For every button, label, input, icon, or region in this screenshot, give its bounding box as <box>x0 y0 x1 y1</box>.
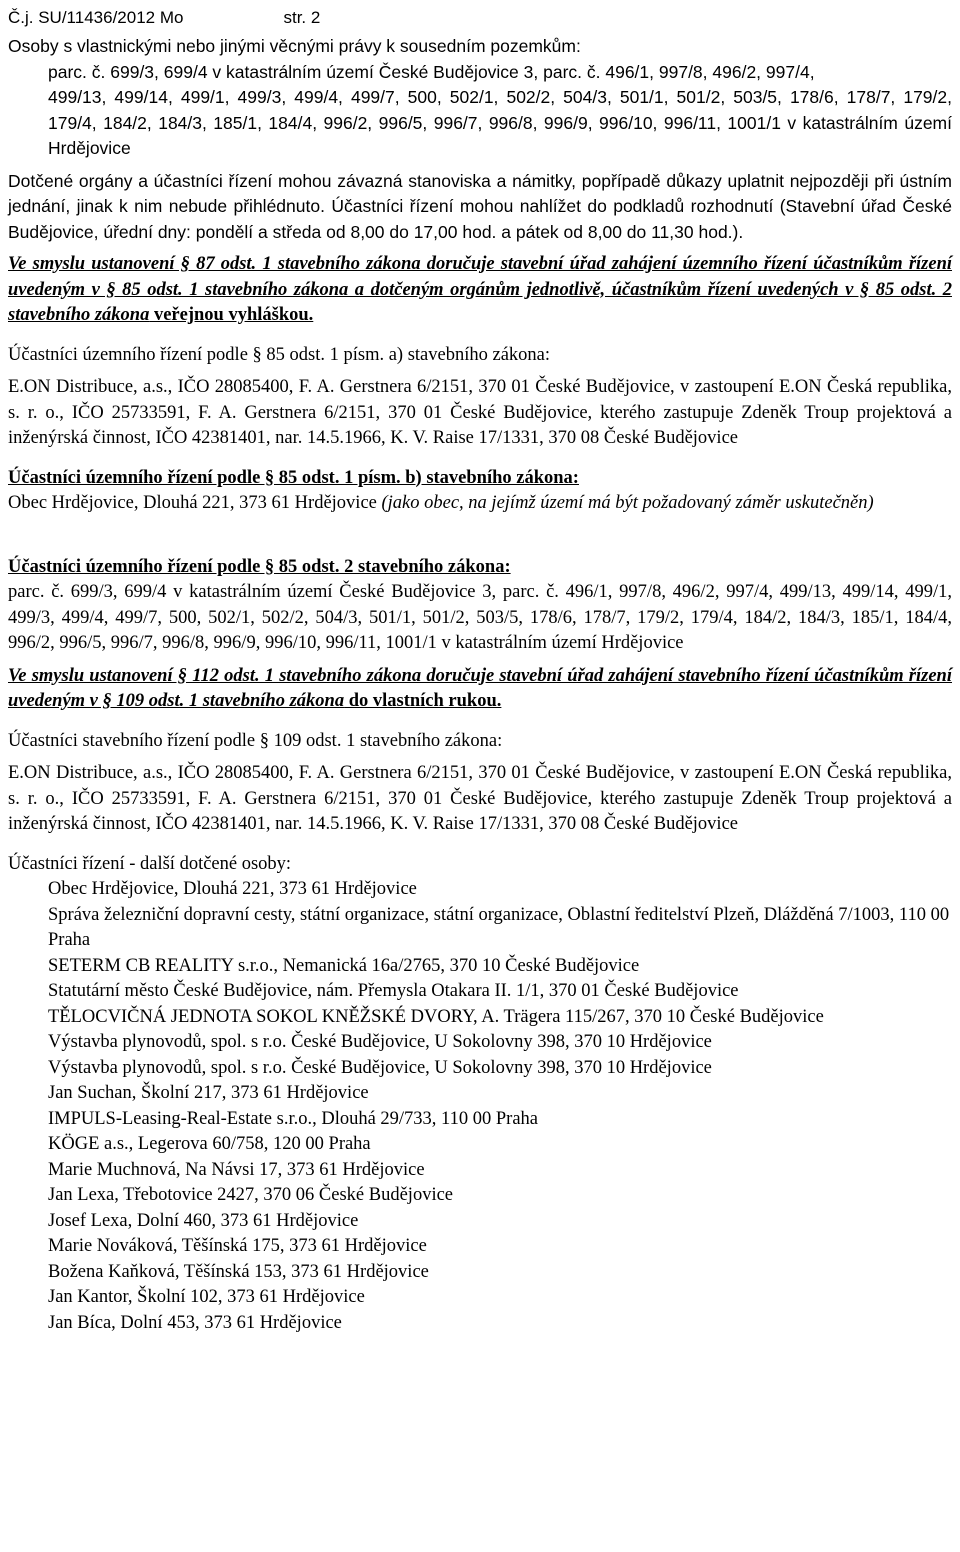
list-item: Josef Lexa, Dolní 460, 373 61 Hrdějovice <box>48 1210 359 1231</box>
list-item: IMPULS-Leasing-Real-Estate s.r.o., Dlouhá 29/733, 110 00 Praha <box>48 1108 538 1129</box>
list-item: TĚLOCVIČNÁ JEDNOTA SOKOL KNĚŽSKÉ DVORY, A. Trägera 115/267, 370 10 České Budějovice <box>48 1006 824 1027</box>
delivery-notice-1-italic: Ve smyslu ustanovení § 87 odst. 1 stavebního zákona doručuje stavební úřad zahájení územního řízení účastníkům řízení uvedeným v § 85 odst. 1 stavebního zákona a dotčeným orgánům jednotlivě, účastníkům řízení uvedených v § 85 odst. 2 stavebního zákona <box>8 254 952 325</box>
section-109-text: E.ON Distribuce, a.s., IČO 28085400, F. A. Gerstnera 6/2151, 370 01 České Budějovice, v zastoupení E.ON Česká republika, s. r. o., IČO 25733591, F. A. Gerstnera 6/2151, 370 01 České Budějovice, kterého zastupuje Zdeněk Troup projektová a inženýrská činnost, IČO 42381401, nar. 14.5.1966, K. V. Raise 17/1331, 370 08 České Budějovice <box>8 763 952 834</box>
delivery-notice-1-plain: veřejnou vyhláškou. <box>149 305 314 325</box>
delivery-notice-2-italic: Ve smyslu ustanovení § 112 odst. 1 stavebního zákona doručuje stavební úřad zahájení stavebního řízení účastníkům řízení uvedeným v § 109 odst. 1 stavebního zákona <box>8 665 952 711</box>
other-participants-heading: Účastníci řízení - další dotčené osoby: <box>8 853 292 874</box>
delivery-notice-1 <box>8 252 952 329</box>
neighbors-parcels: 499/13, 499/14, 499/1, 499/3, 499/4, 499/7, 500, 502/1, 502/2, 504/3, 501/1, 501/2, 503/5, 178/6, 178/7, 179/2, 179/4, 184/2, 184/3, 185/1, 184/4, 996/2, 996/5, 996/7, 996/8, 996/9, 996/10, 996/11, 1001/1 v katastrálním území Hrdějovice <box>48 87 952 158</box>
other-participants-list <box>8 877 952 1336</box>
reference-number: Č.j. SU/11436/2012 Mo <box>8 8 184 27</box>
section-b-text: Obec Hrdějovice, Dlouhá 221, 373 61 Hrdějovice <box>8 493 382 513</box>
list-item: Marie Nováková, Těšínská 175, 373 61 Hrdějovice <box>48 1236 427 1256</box>
list-item: Správa železniční dopravní cesty, státní organizace, státní organizace, Oblastní ředitelství Plzeň, Dlážděná 7/1003, 110 00 Praha <box>48 904 950 950</box>
section-b-heading: Účastníci územního řízení podle § 85 odst. 1 písm. b) stavebního zákona: <box>8 467 579 488</box>
page-number: str. 2 <box>283 8 321 27</box>
list-item: SETERM CB REALITY s.r.o., Nemanická 16a/2765, 370 10 České Budějovice <box>48 955 640 976</box>
list-item: Jan Lexa, Třebotovice 2427, 370 06 České Budějovice <box>48 1185 454 1205</box>
list-item: Obec Hrdějovice, Dlouhá 221, 373 61 Hrdějovice <box>48 879 417 899</box>
list-item: Marie Muchnová, Na Návsi 17, 373 61 Hrdějovice <box>48 1159 425 1180</box>
section-2-heading: Účastníci územního řízení podle § 85 odst. 2 stavebního zákona: <box>8 556 511 577</box>
section-b-note: (jako obec, na jejímž území má být požadovaný záměr uskutečněn) <box>381 493 874 513</box>
neighbors-title: Osoby s vlastnickými nebo jinými věcnými právy k sousedním pozemkům: <box>8 36 581 56</box>
list-item: Statutární město České Budějovice, nám. Přemysla Otakara II. 1/1, 370 01 České Budějovice <box>48 981 739 1001</box>
section-109-heading: Účastníci stavebního řízení podle § 109 odst. 1 stavebního zákona: <box>8 730 503 751</box>
list-item: Božena Kaňková, Těšínská 153, 373 61 Hrdějovice <box>48 1261 429 1282</box>
list-item: Jan Kantor, Školní 102, 373 61 Hrdějovice <box>48 1287 365 1307</box>
list-item: Jan Suchan, Školní 217, 373 61 Hrdějovice <box>48 1083 369 1103</box>
delivery-notice-2 <box>8 664 952 715</box>
delivery-notice-2-plain: do vlastních rukou. <box>344 691 502 711</box>
notice-paragraph: Dotčené orgány a účastníci řízení mohou závazná stanoviska a námitky, popřípadě důkazy uplatnit nejpozději při ústním jednání, jinak k nim nebude přihlédnuto. Účastníci řízení mohou nahlížet do podkladů rozhodnutí (Stavební úřad České Budějovice, úřední dny: pondělí a středa od 8,00 do 17,00 hod. a pátek od 8,00 do 11,30 hod.). <box>8 170 952 242</box>
list-item: KÖGE a.s., Legerova 60/758, 120 00 Praha <box>48 1134 371 1154</box>
list-item: Výstavba plynovodů, spol. s r.o. České Budějovice, U Sokolovny 398, 370 10 Hrdějovice <box>48 1057 712 1078</box>
document-page <box>8 0 952 1336</box>
section-a-heading: Účastníci územního řízení podle § 85 odst. 1 písm. a) stavebního zákona: <box>8 344 551 365</box>
section-b-body <box>8 491 952 517</box>
neighbors-parcels-first-line: parc. č. 699/3, 699/4 v katastrálním území České Budějovice 3, parc. č. 496/1, 997/8, 496/2, 997/4, <box>48 61 815 82</box>
list-item: Výstavba plynovodů, spol. s r.o. České Budějovice, U Sokolovny 398, 370 10 Hrdějovice <box>48 1032 712 1052</box>
page-header <box>8 5 952 30</box>
neighbors-section <box>8 34 952 162</box>
section-a-text: E.ON Distribuce, a.s., IČO 28085400, F. A. Gerstnera 6/2151, 370 01 České Budějovice, v zastoupení E.ON Česká republika, s. r. o., IČO 25733591, F. A. Gerstnera 6/2151, 370 01 České Budějovice, kterého zastupuje Zdeněk Troup projektová a inženýrská činnost, IČO 42381401, nar. 14.5.1966, K. V. Raise 17/1331, 370 08 České Budějovice <box>8 377 952 448</box>
list-item: Jan Bíca, Dolní 453, 373 61 Hrdějovice <box>48 1312 342 1333</box>
section-2-text: parc. č. 699/3, 699/4 v katastrálním území České Budějovice 3, parc. č. 496/1, 997/8, 496/2, 997/4, 499/13, 499/14, 499/1, 499/3, 499/4, 499/7, 500, 502/1, 502/2, 504/3, 501/1, 501/2, 503/5, 178/6, 178/7, 179/2, 179/4, 184/2, 184/3, 185/1, 184/4, 996/2, 996/5, 996/7, 996/8, 996/9, 996/10, 996/11, 1001/1 v katastrálním území Hrdějovice <box>8 582 952 653</box>
